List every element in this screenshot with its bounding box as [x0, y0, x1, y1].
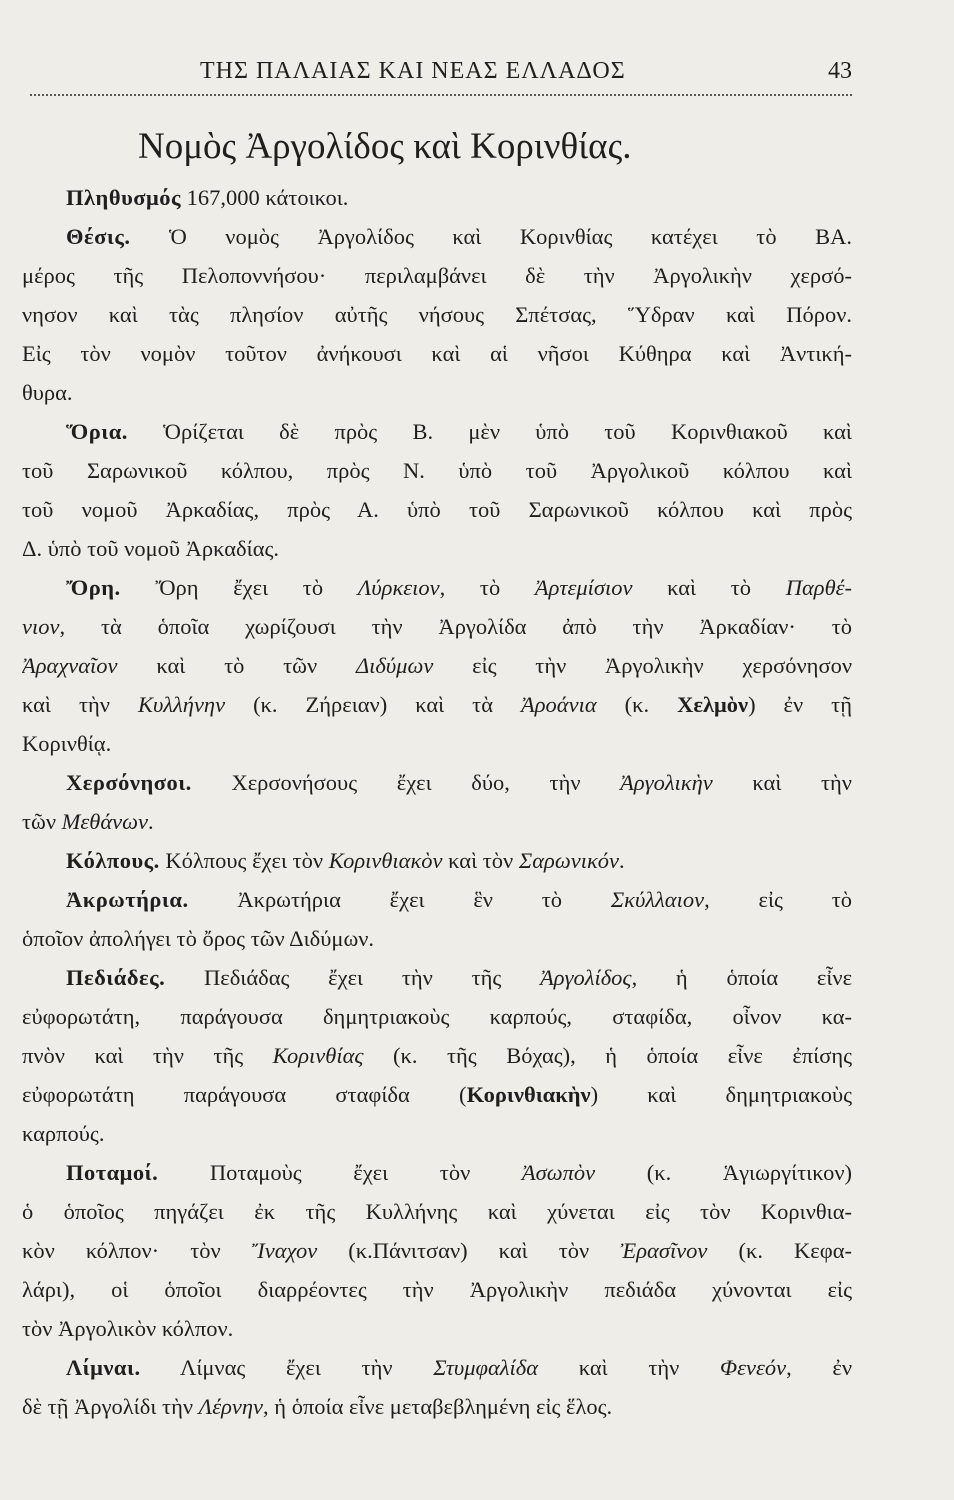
text-line [22, 763, 852, 802]
section-heading: Πεδιάδες. [66, 965, 166, 990]
text-segment: Κόλπους ἔχει τὸν [159, 848, 329, 873]
text-segment: Χερσονήσους ἔχει δύο, τὴν [191, 770, 621, 795]
text-line [22, 1387, 852, 1426]
text-line [22, 373, 852, 412]
text-line [22, 997, 852, 1036]
text-segment: Κορινθιακὴν [466, 1082, 591, 1107]
text-segment: Ἀροάνια [521, 692, 597, 717]
text-segment: , τὰ ὁποῖα χωρίζουσι τὴν Ἀργολίδα ἀπὸ τὴν Ἀρκαδίαν· τὸ [59, 614, 852, 639]
body-text [22, 178, 852, 1426]
text-segment: Ἴναχον [251, 1238, 318, 1263]
text-line [22, 1036, 852, 1075]
text-line [22, 646, 852, 685]
section-heading: Λίμναι. [66, 1355, 141, 1380]
text-line [22, 529, 852, 568]
text-segment: . [619, 848, 625, 873]
text-segment: Ὁ νομὸς Ἀργολίδος καὶ Κορινθίας κατέχει τὸ ΒΑ. [130, 224, 852, 249]
text-line [22, 334, 852, 373]
section-heading: Ὄρη. [66, 575, 121, 600]
text-segment: Ἀργολίδος [540, 965, 632, 990]
text-line [22, 256, 852, 295]
text-segment: Κορινθίας [272, 1043, 364, 1068]
text-segment: Παρθέ- [785, 575, 852, 600]
page-number: 43 [828, 58, 852, 84]
text-line [22, 1114, 852, 1153]
text-segment: Κυλλήνην [137, 692, 226, 717]
text-line [22, 490, 852, 529]
text-segment: πνὸν καὶ τὴν τῆς [22, 1043, 273, 1068]
text-segment: Σαρωνικόν [518, 848, 619, 873]
running-header [30, 58, 852, 96]
section-heading: Κόλπους. [66, 848, 160, 873]
text-segment: καὶ τὸ τῶν [117, 653, 356, 678]
text-segment: Διδύμων [355, 653, 434, 678]
text-line [22, 1153, 852, 1192]
text-segment: Ἐρασῖνον [620, 1238, 708, 1263]
text-segment: καρπούς. [22, 1121, 105, 1146]
text-segment: , ἡ ὁποία εἶνε μεταβεβλημένη εἰς ἕλος. [263, 1394, 613, 1419]
text-segment: εἰς τὴν Ἀργολικὴν χερσόνησον [433, 653, 852, 678]
text-line [22, 1348, 852, 1387]
text-segment: Φενεόν [720, 1355, 787, 1380]
section-heading: Ἀκρωτήρια. [66, 887, 189, 912]
text-segment: ὁποῖον ἀπολήγει τὸ ὄρος τῶν Διδύμων. [22, 926, 375, 951]
text-segment: (κ. Κεφα- [707, 1238, 852, 1263]
text-line [22, 802, 852, 841]
text-segment: μέρος τῆς Πελοποννήσου· περιλαμβάνει δὲ τὴν Ἀργολικὴν χερσό- [22, 263, 852, 288]
text-line [22, 1270, 852, 1309]
running-title: ΤΗΣ ΠΑΛΑΙΑΣ ΚΑΙ ΝΕΑΣ ΕΛΛΑΔΟΣ [200, 58, 626, 84]
text-segment: , ἐν [786, 1355, 852, 1380]
text-segment: Εἰς τὸν νομὸν τοῦτον ἀνήκουσι καὶ αἱ νῆσοι Κύθηρα καὶ Ἀντική- [22, 341, 852, 366]
text-segment: Ἀσωπὸν [521, 1160, 596, 1185]
text-segment: ὁ ὁποῖος πηγάζει ἐκ τῆς Κυλλήνης καὶ χύνεται εἰς τὸν Κορινθια- [22, 1199, 852, 1224]
text-segment: 167,000 κάτοικοι. [181, 185, 349, 210]
text-segment: Ἀκρωτήρια ἔχει ἓν τὸ [188, 887, 611, 912]
text-segment: Στυμφαλίδα [433, 1355, 539, 1380]
text-segment: Δ. ὑπὸ τοῦ νομοῦ Ἀρκαδίας. [22, 536, 280, 561]
text-segment: καὶ τὴν [22, 692, 138, 717]
text-line [22, 295, 852, 334]
text-segment: Μεθάνων [61, 809, 148, 834]
text-segment: καὶ τὸ [632, 575, 786, 600]
text-segment: (κ.Πάνιτσαν) καὶ τὸν [317, 1238, 621, 1263]
text-segment: Κορινθίᾳ. [22, 731, 112, 756]
text-segment: θυρα. [22, 380, 73, 405]
text-line [22, 1075, 852, 1114]
text-line [22, 1309, 852, 1348]
section-heading: Ποταμοί. [66, 1160, 159, 1185]
text-line [22, 607, 852, 646]
text-segment: τὸν Ἀργολικὸν κόλπον. [22, 1316, 234, 1341]
text-segment: νησον καὶ τὰς πλησίον αὐτῆς νήσους Σπέτσας, Ὕδραν καὶ Πόρον. [22, 302, 852, 327]
text-line [22, 1231, 852, 1270]
text-segment: τοῦ Σαρωνικοῦ κόλπου, πρὸς Ν. ὑπὸ τοῦ Ἀργολικοῦ κόλπου καὶ [22, 458, 852, 483]
text-segment: δὲ τῇ Ἀργολίδι τὴν [22, 1394, 199, 1419]
text-segment: , τὸ [439, 575, 535, 600]
text-line [22, 178, 852, 217]
text-segment: ) καὶ δημητριακοὺς [590, 1082, 852, 1107]
text-segment: (κ. [596, 692, 678, 717]
text-line [22, 685, 852, 724]
text-segment: Ὄρη ἔχει τὸ [120, 575, 358, 600]
text-segment: (κ. Ζήρειαν) καὶ τὰ [225, 692, 521, 717]
text-segment: νιον [22, 614, 60, 639]
text-line [22, 217, 852, 256]
text-segment: καὶ τὸν [442, 848, 519, 873]
text-line [22, 958, 852, 997]
text-segment: ) ἐν τῇ [748, 692, 852, 717]
section-heading: Χερσόνησοι. [66, 770, 192, 795]
text-line [22, 919, 852, 958]
text-line [22, 841, 852, 880]
text-segment: Ἀργολικὴν [620, 770, 713, 795]
text-segment: Κορινθιακὸν [328, 848, 443, 873]
chapter-title: Νομὸς Ἀργολίδος καὶ Κορινθίας. [138, 126, 632, 167]
text-segment: λάρι), οἱ ὁποῖοι διαρρέοντες τὴν Ἀργολικὴν πεδιάδα χύνονται εἰς [22, 1277, 852, 1302]
text-line [22, 1192, 852, 1231]
text-segment: Χελμὸν [677, 692, 749, 717]
text-segment: τοῦ νομοῦ Ἀρκαδίας, πρὸς Α. ὑπὸ τοῦ Σαρωνικοῦ κόλπου καὶ πρὸς [22, 497, 852, 522]
text-segment: εὐφορωτάτη παράγουσα σταφίδα ( [22, 1082, 467, 1107]
text-line [22, 568, 852, 607]
section-heading: Ὅρια. [66, 419, 128, 444]
text-segment: Πεδιάδας ἔχει τὴν τῆς [165, 965, 541, 990]
text-segment: Ἀρτεμίσιον [534, 575, 633, 600]
text-line [22, 724, 852, 763]
text-line [22, 451, 852, 490]
section-heading: Πληθυσμός [66, 185, 181, 210]
text-segment: καὶ τὴν [538, 1355, 720, 1380]
text-segment: Ὁρίζεται δὲ πρὸς Β. μὲν ὑπὸ τοῦ Κορινθιακοῦ καὶ [127, 419, 852, 444]
text-line [22, 412, 852, 451]
text-segment: (κ. τῆς Βόχας), ἡ ὁποία εἶνε ἐπίσης [363, 1043, 852, 1068]
text-segment: Λύρκειον [357, 575, 440, 600]
text-segment: , ἡ ὁποία εἶνε [631, 965, 852, 990]
text-segment: . [148, 809, 154, 834]
text-segment: Λέρνην [198, 1394, 264, 1419]
text-segment: Ἀραχναῖον [22, 653, 118, 678]
text-segment: τῶν [22, 809, 62, 834]
text-segment: Λίμνας ἔχει τὴν [140, 1355, 434, 1380]
text-segment: Ποταμοὺς ἔχει τὸν [158, 1160, 522, 1185]
text-segment: κὸν κόλπον· τὸν [22, 1238, 252, 1263]
text-segment: Σκύλλαιον [610, 887, 705, 912]
text-segment: , εἰς τὸ [704, 887, 852, 912]
text-segment: (κ. Ἁγιωργίτικον) [595, 1160, 852, 1185]
text-segment: καὶ τὴν [712, 770, 852, 795]
text-line [22, 880, 852, 919]
text-segment: εὐφορωτάτη, παράγουσα δημητριακοὺς καρπούς, σταφίδα, οἶνον κα- [22, 1004, 852, 1029]
section-heading: Θέσις. [66, 224, 131, 249]
